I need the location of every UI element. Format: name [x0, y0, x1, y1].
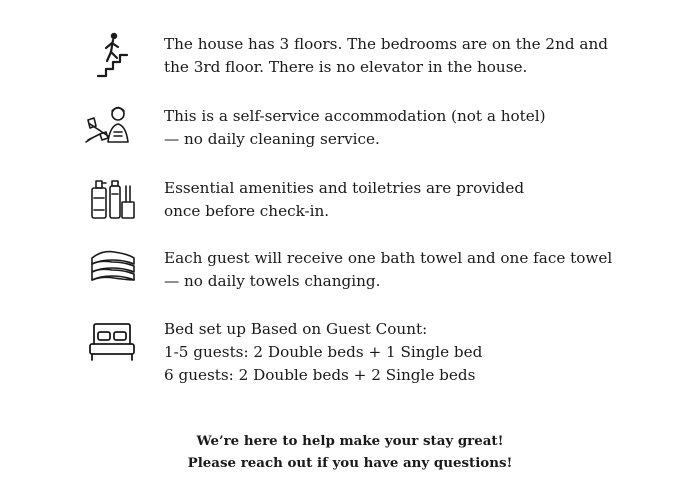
info-text-towels — [164, 247, 644, 293]
text-line: once before check-in. — [164, 202, 330, 220]
footer-line: We’re here to help make your stay great! — [196, 433, 504, 449]
text-line: Each guest will receive one bath towel and one face towel — [164, 249, 613, 267]
info-text-amenities — [164, 177, 644, 223]
toiletries-icon — [84, 172, 140, 224]
text-line: This is a self-service accommodation (not a hotel) — [164, 107, 546, 125]
info-text-beds — [164, 318, 644, 387]
cleaning-staff-icon — [84, 102, 140, 154]
text-line: — no daily cleaning service. — [164, 130, 380, 148]
text-line: — no daily towels changing. — [164, 272, 381, 290]
text-line: 6 guests: 2 Double beds + 2 Single beds — [164, 366, 476, 384]
bed-icon — [84, 316, 140, 368]
footer-message — [0, 430, 700, 474]
footer-line: Please reach out if you have any questions! — [187, 455, 513, 471]
text-line: the 3rd floor. There is no elevator in the house. — [164, 58, 528, 76]
text-line: 1-5 guests: 2 Double beds + 1 Single bed — [164, 343, 483, 361]
towels-icon — [84, 240, 140, 292]
info-text-floors — [164, 33, 644, 79]
text-line: The house has 3 floors. The bedrooms are on the 2nd and — [164, 35, 608, 53]
info-text-cleaning — [164, 105, 644, 151]
text-line: Essential amenities and toiletries are provided — [164, 179, 525, 197]
stairs-person-icon — [84, 28, 140, 80]
text-line: Bed set up Based on Guest Count: — [164, 320, 428, 338]
